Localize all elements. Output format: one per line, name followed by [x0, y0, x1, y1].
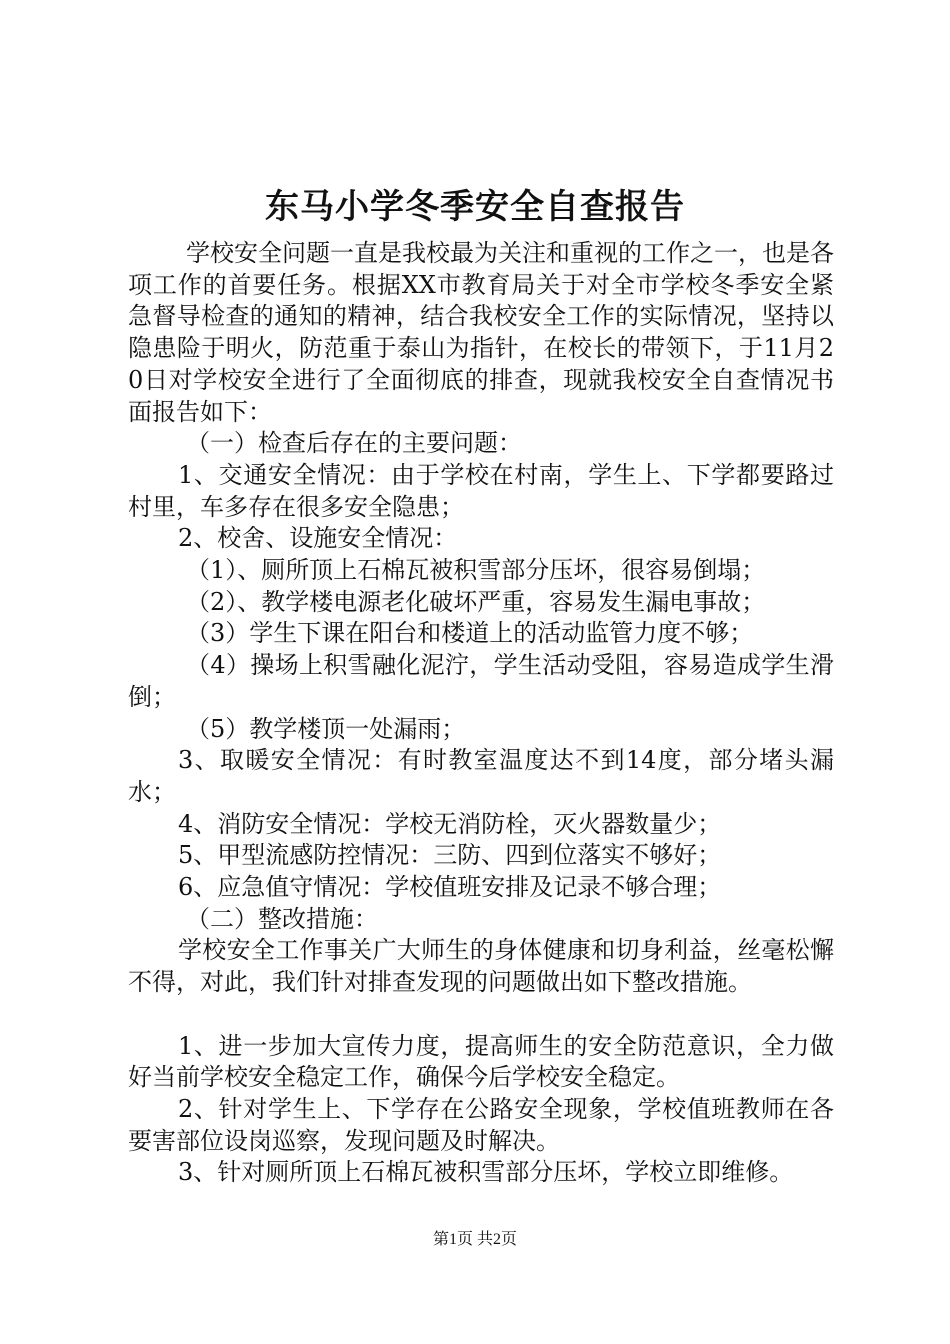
sub-problem-item: （3）学生下课在阳台和楼道上的活动监管力度不够； [186, 619, 754, 648]
document-body [128, 238, 834, 1189]
problem-item: 4、消防安全情况：学校无消防栓，灭火器数量少； [178, 809, 722, 838]
intro-paragraph: 学校安全问题一直是我校最为关注和重视的工作之一，也是各项工作的首要任务。根据XX市教育局关于对全市学校冬季安全紧急督导检查的通知的精神，结合我校安全工作的实际情况，坚持以隐患险于明火，防范重于泰山为指针，在校长的带领下，于11月20日对学校安全进行了全面彻底的排查，现就我校安全自查情况书面报告如下： [128, 239, 834, 426]
sub-problem-item: （1）、厕所顶上石棉瓦被积雪部分压坏，很容易倒塌； [186, 556, 766, 585]
measure-item: 2、针对学生上、下学存在公路安全现象，学校值班教师在各要害部位设岗巡察，发现问题及时解决。 [128, 1094, 834, 1155]
page-footer: 第1页 共2页 [432, 1231, 517, 1248]
blank-line [128, 999, 834, 1031]
problem-item: 5、甲型流感防控情况：三防、四到位落实不够好； [178, 841, 722, 870]
problem-item: 3、取暖安全情况：有时教室温度达不到14度，部分堵头漏水； [128, 746, 834, 806]
problem-item: 1、交通安全情况：由于学校在村南，学生上、下学都要路过村里，车多存在很多安全隐患； [128, 460, 834, 521]
section-heading-problems: （一）检查后存在的主要问题： [186, 429, 522, 458]
problem-item: 6、应急值守情况：学校值班安排及记录不够合理； [178, 873, 722, 902]
problem-item: 2、校舍、设施安全情况： [178, 524, 458, 553]
section-heading-measures: （二）整改措施： [186, 904, 378, 933]
sub-problem-item: （2）、教学楼电源老化破坏严重，容易发生漏电事故； [186, 587, 766, 616]
measures-intro-paragraph: 学校安全工作事关广大师生的身体健康和切身利益，丝毫松懈不得，对此，我们针对排查发现的问题做出如下整改措施。 [128, 936, 834, 997]
document-title: 东马小学冬季安全自查报告 [265, 187, 685, 227]
measure-item: 3、针对厕所顶上石棉瓦被积雪部分压坏，学校立即维修。 [178, 1158, 794, 1187]
measure-item: 1、进一步加大宣传力度，提高师生的安全防范意识，全力做好当前学校安全稳定工作，确保今后学校安全稳定。 [128, 1031, 834, 1092]
sub-problem-item: （5）教学楼顶一处漏雨； [186, 714, 466, 743]
sub-problem-item: （4）操场上积雪融化泥泞，学生活动受阻，容易造成学生滑倒； [128, 651, 834, 711]
